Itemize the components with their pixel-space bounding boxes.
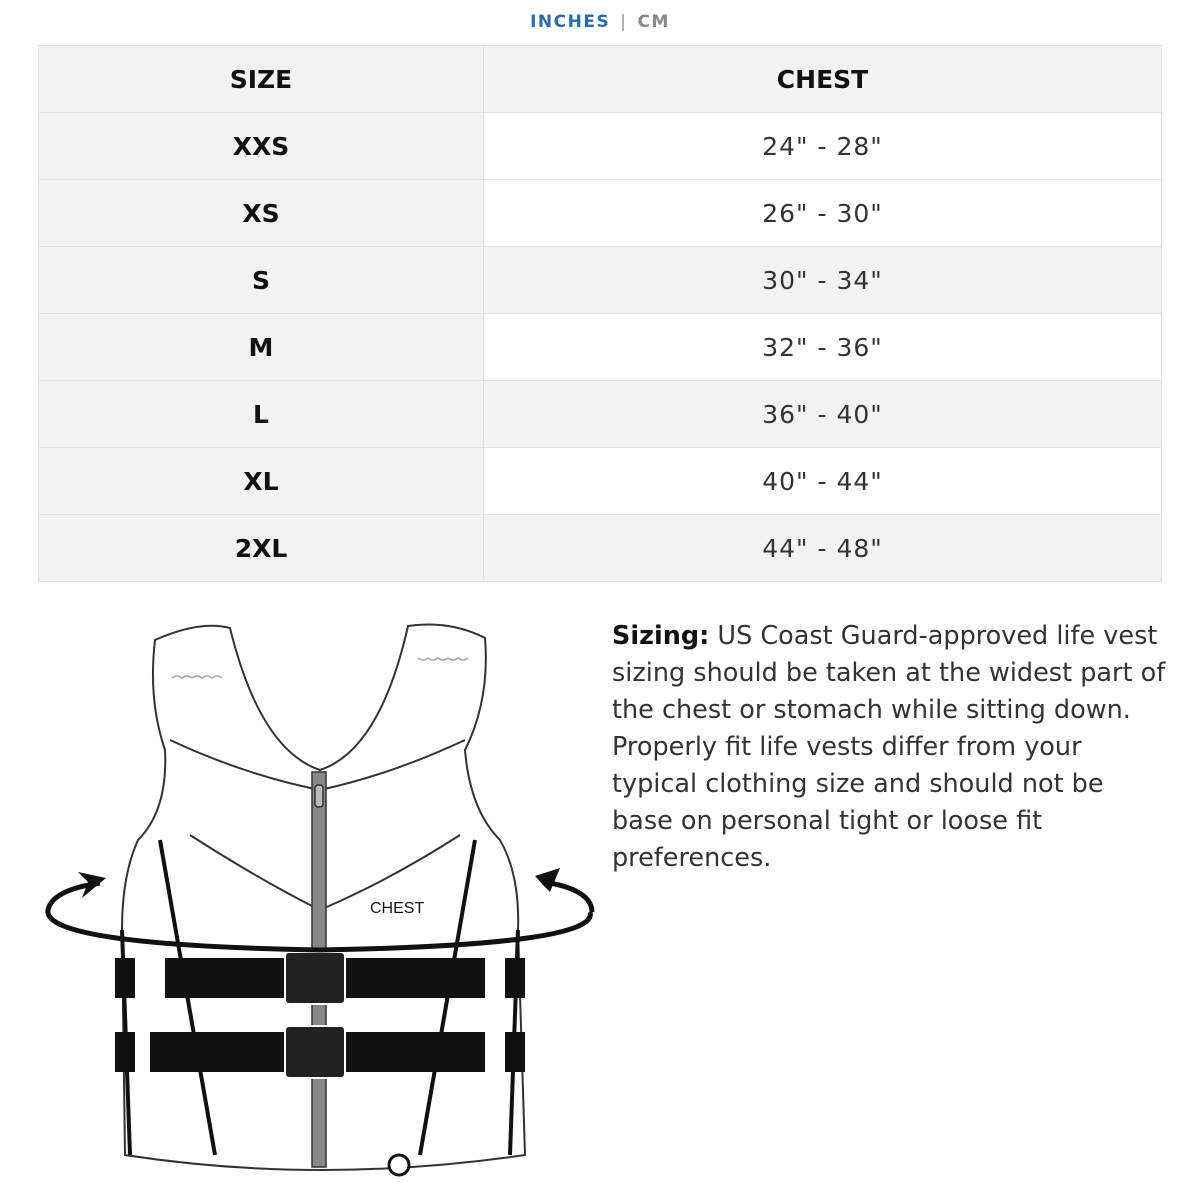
table-row	[39, 381, 1162, 448]
chest-cell: 32" - 36"	[484, 314, 1162, 381]
chest-cell: 36" - 40"	[484, 381, 1162, 448]
chest-column-header: CHEST	[484, 46, 1162, 113]
table-row	[39, 515, 1162, 582]
chest-cell: 24" - 28"	[484, 113, 1162, 180]
table-header-row	[39, 46, 1162, 113]
size-cell: S	[39, 247, 484, 314]
unit-toggle	[0, 12, 1200, 32]
table-row	[39, 180, 1162, 247]
life-vest-illustration	[30, 600, 610, 1185]
size-column-header: SIZE	[39, 46, 484, 113]
sizing-label: Sizing:	[612, 621, 710, 651]
buckle-lower	[285, 1026, 345, 1078]
size-cell: XS	[39, 180, 484, 247]
inches-tab[interactable]: INCHES	[530, 12, 611, 32]
sizing-note	[612, 618, 1172, 877]
table-row	[39, 314, 1162, 381]
table-row	[39, 113, 1162, 180]
arrow-right-icon	[535, 868, 560, 892]
chest-label: CHEST	[370, 900, 425, 917]
size-cell: L	[39, 381, 484, 448]
chest-cell: 44" - 48"	[484, 515, 1162, 582]
size-chart-table	[38, 45, 1162, 582]
table-row	[39, 247, 1162, 314]
sizing-text: US Coast Guard-approved life vest sizing should be taken at the widest part of the chest or stomach while sitting down. Properly fit life vests differ from your typical clothing size and should not be base on personal tight or loose fit preferences.	[612, 621, 1166, 873]
chest-cell: 40" - 44"	[484, 448, 1162, 515]
chest-cell: 26" - 30"	[484, 180, 1162, 247]
table-row	[39, 448, 1162, 515]
size-cell: M	[39, 314, 484, 381]
cm-tab[interactable]: CM	[637, 12, 670, 32]
buckle-upper	[285, 952, 345, 1004]
size-cell: 2XL	[39, 515, 484, 582]
chest-cell: 30" - 34"	[484, 247, 1162, 314]
unit-separator: |	[620, 12, 628, 32]
size-cell: XXS	[39, 113, 484, 180]
size-cell: XL	[39, 448, 484, 515]
